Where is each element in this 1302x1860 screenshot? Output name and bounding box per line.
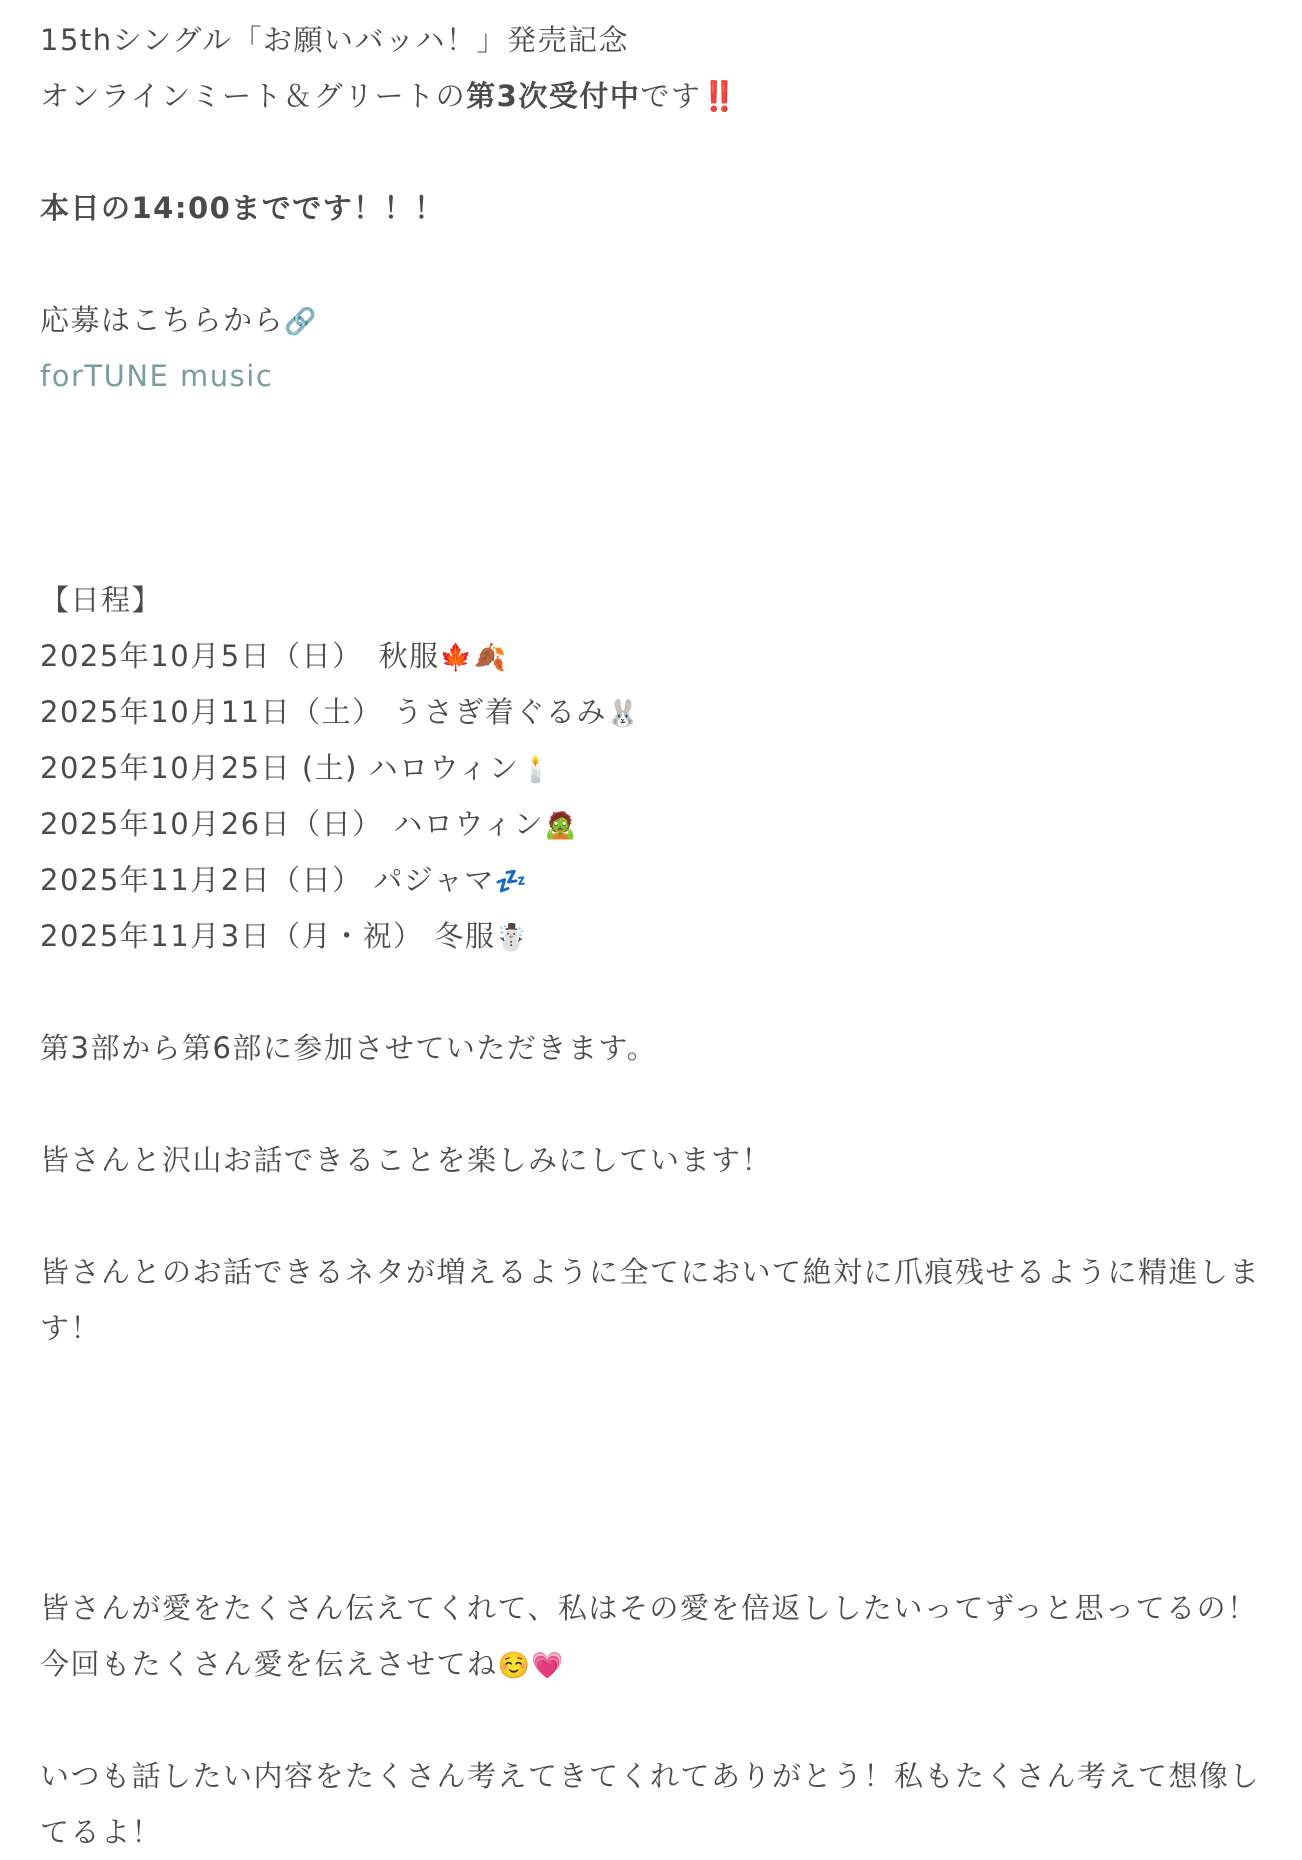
fortune-link-line (40, 348, 1262, 404)
double-exclamation-icon: ‼️ (701, 79, 739, 113)
snowman-icon: ☃️ (495, 923, 530, 953)
fortune-music-link[interactable]: forTUNE music (40, 359, 274, 393)
deadline-text (40, 180, 1262, 236)
schedule-item-text: 2025年10月25日 (土) ハロウィン (40, 751, 520, 785)
love-text: 皆さんが愛をたくさん伝えてくれて、私はその愛を倍返ししたいってずっと思ってるの！今回もたくさん愛を伝えさせてね (40, 1591, 1258, 1681)
zombie-icon: 🧟 (544, 811, 578, 841)
blog-post-body (40, 12, 1262, 1860)
schedule-item-text: 2025年11月3日（月・祝） 冬服 (40, 919, 496, 953)
deadline-bold: 本日の14:00までです！！！ (40, 191, 445, 225)
schedule-item-text: 2025年10月11日（土） うさぎ着ぐるみ (40, 695, 607, 729)
rabbit-icon: 🐰 (606, 699, 641, 729)
sleeping-zzz-icon: 💤 (494, 867, 529, 897)
intro-line-2 (40, 68, 1262, 124)
looking-forward-text: 皆さんと沢山お話できることを楽しみにしています！ (40, 1143, 773, 1177)
apply-text: 応募はこちらから (40, 303, 285, 337)
schedule-item (40, 852, 1262, 908)
schedule-item (40, 908, 1262, 964)
schedule-item-text: 2025年10月26日（日） ハロウィン (40, 807, 545, 841)
effort-text: 皆さんとのお話できるネタが増えるように全てにおいて絶対に爪痕残せるように精進します！ (40, 1255, 1261, 1345)
link-icon: 🔗 (284, 307, 318, 337)
intro-line-2-text: オンラインミート＆グリートの (40, 79, 467, 113)
schedule-item-text: 2025年10月5日（日） 秋服 (40, 639, 440, 673)
schedule-item (40, 684, 1262, 740)
schedule-heading: 【日程】 (40, 583, 163, 617)
autumn-leaves-icon: 🍁🍂 (439, 643, 508, 673)
intro-line-2-bold: 第3次受付中 (466, 79, 641, 113)
schedule-item (40, 740, 1262, 796)
parts-text: 第3部から第6部に参加させていただきます。 (40, 1031, 658, 1065)
apply-line (40, 292, 1262, 348)
thanks-text: いつも話したい内容をたくさん考えてきてくれてありがとう！私もたくさん考えて想像してるよ！ (40, 1759, 1261, 1849)
love-paragraph (40, 1580, 1262, 1692)
schedule-item-text: 2025年11月2日（日） パジャマ (40, 863, 495, 897)
smile-heart-icon: ☺️💗 (497, 1651, 566, 1681)
intro-line-2-tail: です (640, 79, 702, 113)
schedule-item (40, 628, 1262, 684)
intro-line-1: 15thシングル「お願いバッハ！」発売記念 (40, 23, 629, 57)
schedule-item (40, 796, 1262, 852)
candle-icon: 🕯️ (519, 755, 554, 785)
